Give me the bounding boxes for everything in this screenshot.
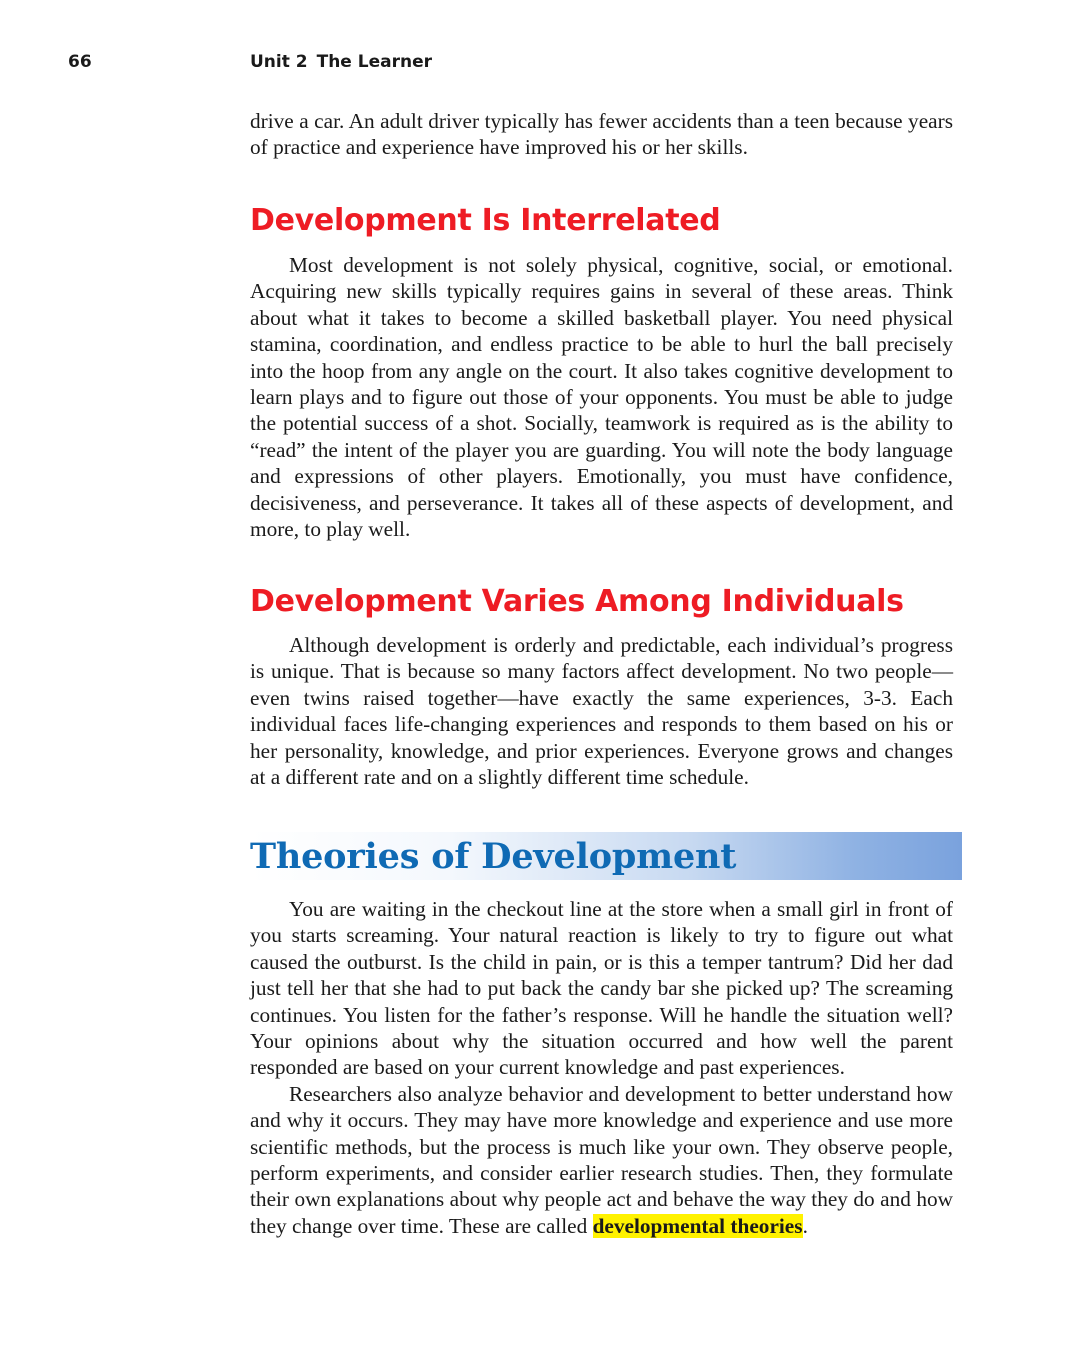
section-varies-body <box>250 632 953 790</box>
section-theories-body <box>250 896 953 1239</box>
interrelated-paragraph: Most development is not solely physical, cognitive, social, or emotional. Acquiring new skills typically requires gains in several of these areas. Think about what it takes to become a skilled basketball player. You need physical stamina, coordination, and endless practice to be able to hurl the ball precisely into the hoop from any angle on the court. It also takes cognitive development to learn plays and to figure out those of your opponents. You must be able to judge the potential success of a shot. Socially, teamwork is required as is the ability to “read” the intent of the player you are guarding. You will note the body language and expressions of other players. Emotionally, you must have confidence, decisiveness, and perseverance. It takes all of these aspects of development, and more, to play well. <box>250 253 953 542</box>
theories-banner <box>250 832 962 880</box>
section-interrelated-body <box>250 252 953 542</box>
intro-paragraph: drive a car. An adult driver typically has fewer accidents than a teen because years of practice and experience have improved his or her skills. <box>250 109 953 160</box>
section-varies <box>250 584 953 620</box>
theories-paragraph-2-end: . <box>802 1213 808 1238</box>
theories-paragraph-1: You are waiting in the checkout line at the store when a small girl in front of you starts screaming. Your natural reaction is likely to try to figure out what caused the outburst. Is the child in pain, or is this a temper tantrum? Did her dad just tell her that she had to put back the candy bar she picked up? The screaming continues. You listen for the father’s response. Will he handle the situation well? Your opinions about why the situation occurred and how well the parent responded are based on your current knowledge and past experiences. <box>250 897 953 1080</box>
theories-paragraph-2-text: Researchers also analyze behavior and development to better understand how and why it occurs. They may have more knowledge and experience and use more scientific methods, but the process is much like your own. They observe people, perform experiments, and consider earlier research studies. Then, they formulate their own explanations about why people act and behave the way they do and how they change over time. These are called <box>250 1081 953 1238</box>
page-number: 66 <box>68 52 92 72</box>
varies-paragraph: Although development is orderly and predictable, each individual’s progress is unique. That is because so many factors affect development. No two people—even twins raised together—have exactly the same experiences, 3-3. Each individual faces life-changing experiences and responds to them based on his or her personality, knowledge, and prior experiences. Everyone grows and changes at a different rate and on a slightly different time schedule. <box>250 633 953 790</box>
section-interrelated <box>250 203 953 239</box>
intro-block <box>250 108 953 161</box>
key-term-developmental-theories: developmental theories <box>592 1213 803 1238</box>
theories-paragraph-2 <box>250 1081 953 1239</box>
unit-title: The Learner <box>316 52 432 72</box>
section-heading-interrelated: Development Is Interrelated <box>250 203 721 238</box>
section-heading-varies: Development Varies Among Individuals <box>250 584 904 619</box>
section-heading-theories: Theories of Development <box>250 836 737 877</box>
unit-label: Unit 2 <box>250 52 308 72</box>
running-head <box>250 52 432 72</box>
